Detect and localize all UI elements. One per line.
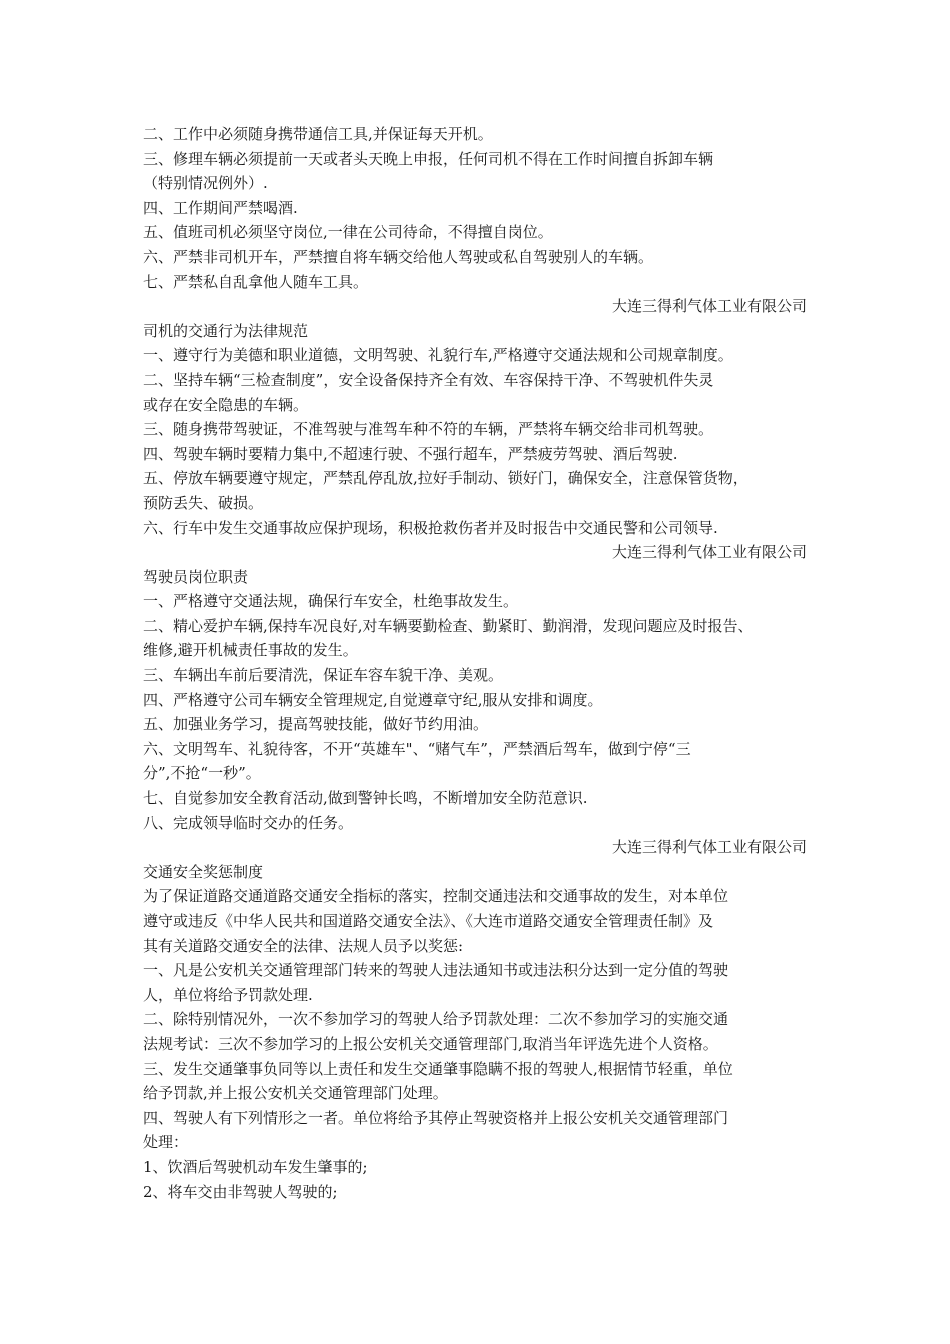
paragraph-line: 四、工作期间严禁喝酒.	[143, 198, 298, 217]
paragraph-line: 六、严禁非司机开车，严禁擅自将车辆交给他人驾驶或私自驾驶别人的车辆。	[143, 247, 654, 266]
company-signature: 大连三得利气体工业有限公司	[611, 543, 807, 562]
paragraph-line: 七、自觉参加安全教育活动,做到警钟长鸣，不断增加安全防范意识.	[143, 789, 588, 808]
paragraph-line: 六、行车中发生交通事故应保护现场，积极抢救伤者并及时报告中交通民警和公司领导.	[143, 518, 718, 537]
paragraph-line: 预防丢失、破损。	[143, 493, 264, 512]
paragraph-line: 分”,不抢“一秒”。	[143, 764, 261, 783]
paragraph-line: 三、随身携带驾驶证，不准驾驶与准驾车种不符的车辆，严禁将车辆交给非司机驾驶。	[143, 420, 714, 439]
paragraph-line: 五、停放车辆要遵守规定，严禁乱停乱放,拉好手制动、锁好门，确保安全，注意保管货物，	[143, 469, 748, 488]
company-signature: 大连三得利气体工业有限公司	[611, 297, 807, 316]
paragraph-line: 五、加强业务学习，提高驾驶技能，做好节约用油。	[143, 715, 489, 734]
paragraph-line: 七、严禁私自乱拿他人随车工具。	[143, 272, 369, 291]
company-signature: 大连三得利气体工业有限公司	[611, 838, 807, 857]
paragraph-line: 人，单位将给予罚款处理.	[143, 985, 313, 1004]
paragraph-line: 四、严格遵守公司车辆安全管理规定,自觉遵章守纪,服从安排和调度。	[143, 690, 603, 709]
paragraph-line: 四、驾驶人有下列情形之一者。单位将给予其停止驾驶资格并上报公安机关交通管理部门	[143, 1108, 729, 1127]
paragraph-line: 或存在安全隐患的车辆。	[143, 395, 309, 414]
paragraph-line: 二、坚持车辆“三检查制度”，安全设备保持齐全有效、车容保持干净、不驾驶机件失灵	[143, 370, 714, 389]
paragraph-line: 三、发生交通肇事负同等以上责任和发生交通肇事隐瞒不报的驾驶人,根据情节轻重，单位	[143, 1059, 733, 1078]
paragraph-line: 四、驾驶车辆时要精力集中,不超速行驶、不强行超车，严禁疲劳驾驶、酒后驾驶.	[143, 444, 678, 463]
paragraph-line: 五、值班司机必须坚守岗位,一律在公司待命，不得擅自岗位。	[143, 223, 553, 242]
section-heading: 驾驶员岗位职责	[143, 567, 249, 586]
paragraph-line: 二、除特别情况外，一次不参加学习的驾驶人给予罚款处理：二次不参加学习的实施交通	[143, 1010, 729, 1029]
paragraph-line: （特别情况例外）.	[143, 174, 268, 193]
section-heading: 司机的交通行为法律规范	[143, 321, 309, 340]
paragraph-line: 给予罚款,并上报公安机关交通管理部门处理。	[143, 1084, 448, 1103]
paragraph-line: 一、遵守行为美德和职业道德，文明驾驶、礼貌行车,严格遵守交通法规和公司规章制度。	[143, 346, 733, 365]
paragraph-line: 一、严格遵守交通法规，确保行车安全，杜绝事故发生。	[143, 592, 519, 611]
document-body	[143, 122, 823, 1204]
paragraph-line: 处理：	[143, 1133, 189, 1152]
paragraph-line: 1、饮酒后驾驶机动车发生肇事的;	[143, 1157, 368, 1176]
paragraph-line: 三、修理车辆必须提前一天或者头天晚上申报，任何司机不得在工作时间擅自拆卸车辆	[143, 149, 714, 168]
paragraph-line: 遵守或违反《中华人民共和国道路交通安全法》、《大连市道路交通安全管理责任制》及	[143, 912, 714, 930]
paragraph-line: 为了保证道路交通道路交通安全指标的落实，控制交通违法和交通事故的发生，对本单位	[143, 887, 729, 906]
paragraph-line: 维修,避开机械责任事故的发生。	[143, 641, 358, 660]
paragraph-line: 八、完成领导临时交办的任务。	[143, 813, 354, 832]
paragraph-line: 其有关道路交通安全的法律、法规人员予以奖惩:	[143, 936, 464, 955]
paragraph-line: 二、精心爱护车辆,保持车况良好,对车辆要勤检查、勤紧盯、勤润滑，发现问题应及时报告、	[143, 616, 753, 635]
paragraph-line: 六、文明驾车、礼貌待客，不开“英雄车"、“赌气车”，严禁酒后驾车，做到宁停“三	[143, 739, 691, 758]
paragraph-line: 二、工作中必须随身携带通信工具,并保证每天开机。	[143, 125, 493, 143]
paragraph-line: 一、凡是公安机关交通管理部门转来的驾驶人违法通知书或违法积分达到一定分值的驾驶	[143, 961, 729, 980]
paragraph-line: 三、车辆出车前后要清洗，保证车容车貌干净、美观。	[143, 666, 504, 685]
paragraph-line: 2、将车交由非驾驶人驾驶的;	[143, 1182, 338, 1201]
paragraph-line: 法规考试：三次不参加学习的上报公安机关交通管理部门,取消当年评选先进个人资格。	[143, 1034, 718, 1053]
section-heading: 交通安全奖惩制度	[143, 862, 264, 881]
